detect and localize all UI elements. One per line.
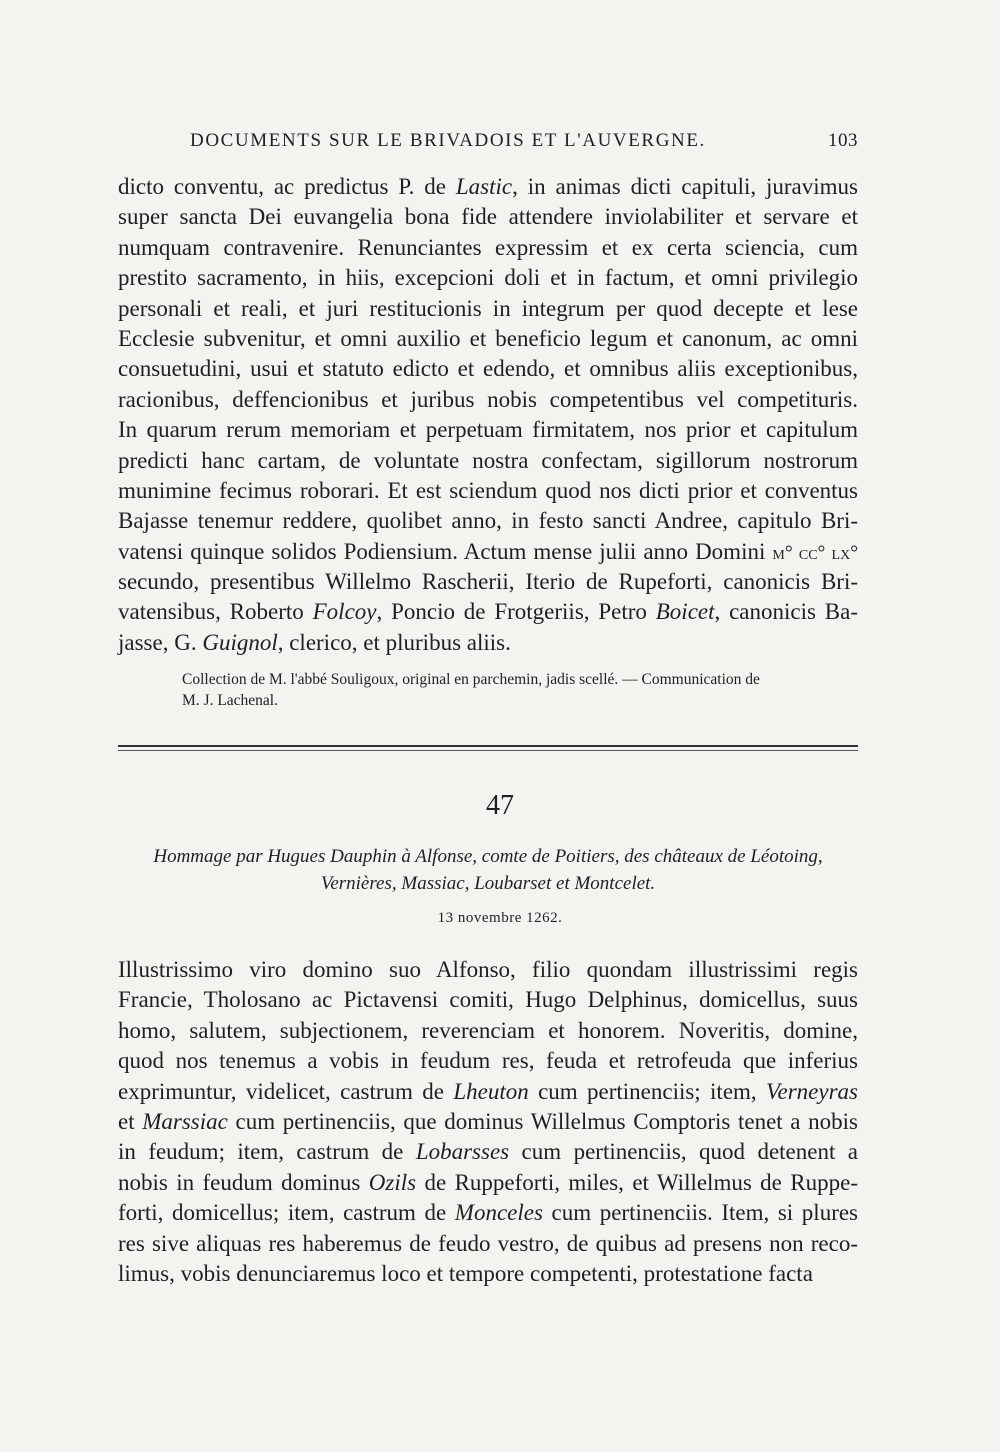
text-line: et Marssiac cum pertinenciis, que dominus Willelmus Comptoris tenet a nobis	[118, 1108, 858, 1134]
document-title	[118, 843, 858, 897]
italic-name: Lobarsses	[415, 1139, 510, 1165]
text-line: Bajasse tenemur reddere, quolibet anno, in festo sancti Andree, capitulo Bri-	[118, 508, 858, 534]
text-line: predicti hanc cartam, de voluntate nostra confectam, sigillorum nostrorum	[118, 447, 858, 473]
source-note-line-1: Collection de M. l'abbé Souligoux, original en parchemin, jadis scellé. — Communication de	[182, 671, 760, 688]
italic-name: Verneyras	[766, 1078, 858, 1104]
text-line: homo, salutem, subjectionem, reverenciam et honorem. Noveritis, domine,	[118, 1017, 858, 1043]
document-number: 47	[486, 790, 514, 821]
text-line: munimine fecimus roborari. Et est sciendum quod nos dicti prior et conventus	[118, 477, 858, 503]
text-block-charter	[118, 955, 858, 1289]
text-line: limus, vobis denunciaremus loco et tempore competenti, protestatione facta	[118, 1260, 813, 1286]
section-divider-thin	[118, 750, 858, 751]
text-line: consuetudini, usui et statuto edicto et edendo, et omnibus aliis exceptionibus,	[118, 356, 858, 382]
text-line: secundo, presentibus Willelmo Rascherii, Iterio de Rupeforti, canonicis Bri-	[118, 569, 858, 595]
section-divider-thick	[118, 745, 858, 747]
text-line: Illustrissimo viro domino suo Alfonso, filio quondam illustrissimi regis	[118, 957, 858, 982]
text-block-continuation	[118, 172, 858, 658]
source-note	[118, 669, 858, 711]
text-line: personali et reali, et juri restitucionis in integrum per quod decepte et lese	[118, 295, 858, 321]
text-line: in feudum; item, castrum de Lobarsses cum pertinenciis, quod detenent a	[118, 1139, 859, 1165]
italic-name: Marssiac	[142, 1108, 228, 1134]
italic-name: Lheuton	[453, 1078, 529, 1104]
italic-name: Lastic	[455, 174, 513, 199]
text-line: Francie, Tholosano ac Pictavensi comiti, Hugo Delphinus, domicellus, suus	[118, 987, 858, 1013]
document-date: 13 novembre 1262.	[437, 910, 563, 926]
text-line: exprimuntur, videlicet, castrum de Lheuton cum pertinenciis; item, Verneyras	[118, 1078, 858, 1104]
italic-name: Boicet	[655, 599, 715, 625]
text-line: In quarum rerum memoriam et perpetuam firmitatem, nos prior et capitulum	[118, 417, 858, 443]
text-line: jasse, G. Guignol, clerico, et pluribus aliis.	[118, 629, 511, 655]
source-note-line-2: M. J. Lachenal.	[182, 692, 278, 709]
text-line: vatensi quinque solidos Podiensium. Actum mense julii anno Domini m° cc° lx°	[118, 538, 859, 564]
italic-name: Guignol	[202, 629, 278, 655]
document-title-line-1: Hommage par Hugues Dauphin à Alfonse, comte de Poitiers, des châteaux de Léotoing,	[153, 846, 823, 867]
text-line: res sive aliquas res haberemus de feudo vestro, de quibus ad presens non reco-	[118, 1230, 858, 1256]
text-line: forti, domicellus; item, castrum de Monceles cum pertinenciis. Item, si plures	[118, 1200, 859, 1226]
running-title: DOCUMENTS SUR LE BRIVADOIS ET L'AUVERGNE.	[190, 130, 706, 151]
italic-name: Ozils	[368, 1169, 417, 1195]
page-number: 103	[828, 130, 858, 151]
text-line: racionibus, deffencionibus et juribus nobis competentibus vel competituris.	[118, 386, 858, 412]
document-title-line-2: Vernières, Massiac, Loubarset et Montcelet.	[320, 873, 656, 894]
text-line: quod nos tenemus a vobis in feudum res, feuda et retrofeuda que inferius	[118, 1048, 858, 1074]
italic-name: Folcoy	[312, 599, 377, 625]
text-line: numquam contravenire. Renunciantes expressim et ex certa sciencia, cum	[118, 234, 858, 260]
italic-name: Monceles	[454, 1200, 543, 1226]
text-line: dicto conventu, ac predictus P. de Lastic, in animas dicti capituli, juravimus	[118, 174, 858, 199]
roman-numeral-date: m° cc° lx°	[772, 542, 859, 564]
text-line: vatensibus, Roberto Folcoy, Poncio de Frotgeriis, Petro Boicet, canonicis Ba-	[118, 599, 858, 625]
text-line: Ecclesie subvenitur, et omni auxilio et beneficio legum et canonum, ac omni	[118, 325, 858, 351]
text-line: prestito sacramento, in hiis, excepcioni doli et in factum, et omni privilegio	[118, 265, 858, 291]
text-line: super sancta Dei euvangelia bona fide attendere inviolabiliter et servare et	[118, 204, 858, 230]
text-line: nobis in feudum dominus Ozils de Ruppeforti, miles, et Willelmus de Ruppe-	[118, 1169, 858, 1195]
